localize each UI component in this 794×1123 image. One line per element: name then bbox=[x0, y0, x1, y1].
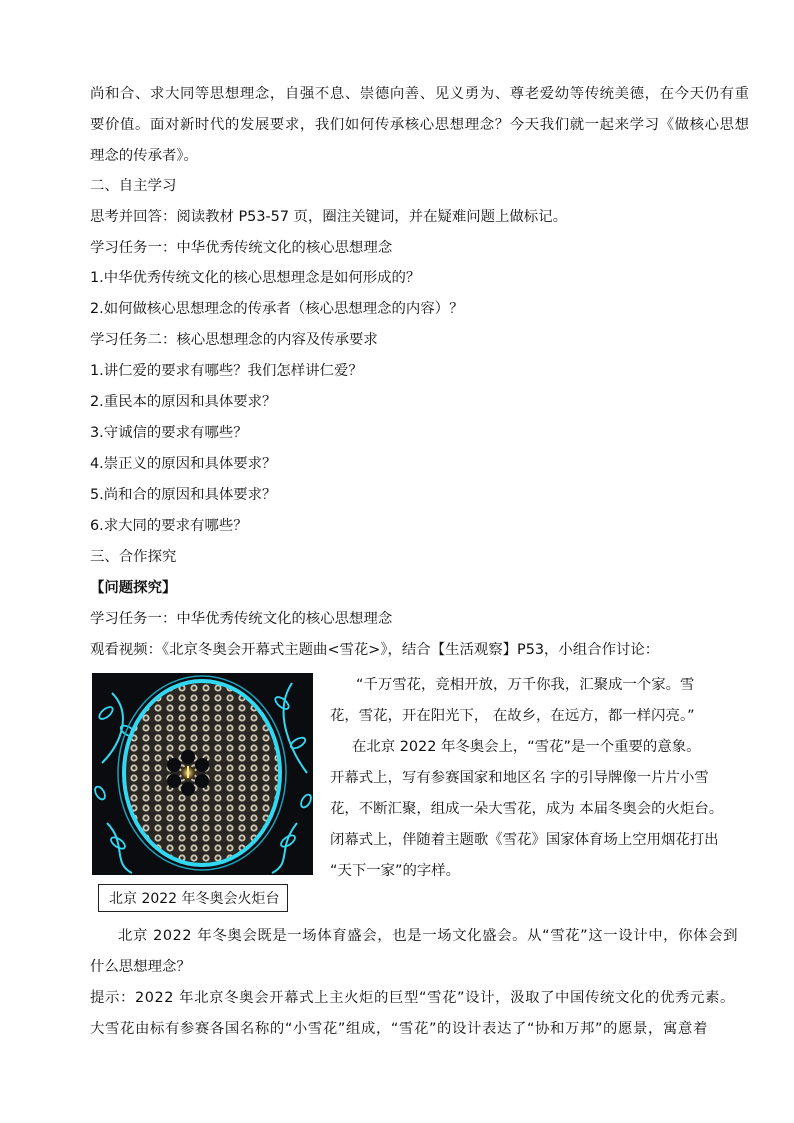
task2-question-5: 5.尚和合的原因和具体要求？ bbox=[90, 487, 277, 503]
olympic-paragraph-line-2: 开幕式上，写有参赛国家和地区名 字的引导牌像一片片小雪 bbox=[330, 770, 709, 786]
intro-line-3: 理念的传承者》。 bbox=[90, 148, 198, 164]
task2-question-1: 1.讲仁爱的要求有哪些？我们怎样讲仁爱？ bbox=[90, 363, 363, 379]
section-heading-coop: 三、合作探究 bbox=[90, 549, 177, 565]
intro-line-1: 尚和合、求大同等思想理念，自强不息、崇德向善、见义勇为、尊老爱幼等传统美德，在今天仍有重 bbox=[90, 86, 750, 102]
task2-question-4: 4.崇正义的原因和具体要求？ bbox=[90, 456, 277, 472]
olympic-paragraph-line-3: 花，不断汇聚，组成一朵大雪花，成为 本届冬奥会的火炬台。 bbox=[330, 801, 724, 817]
coop-task1-title: 学习任务一：中华优秀传统文化的核心思想理念 bbox=[90, 611, 393, 627]
olympic-paragraph-line-5: “天下一家”的字样。 bbox=[330, 863, 461, 879]
question-line-1: 北京 2022 年冬奥会既是一场体育盛会，也是一场文化盛会。从“雪花”这一设计中，你体会到 bbox=[118, 928, 739, 944]
task2-question-2: 2.重民本的原因和具体要求？ bbox=[90, 394, 277, 410]
hint-line-2: 大雪花由标有参赛各国名称的“小雪花”组成，“雪花”的设计表达了“协和万邦”的愿景，寓意着 bbox=[90, 1021, 708, 1037]
video-instruction: 观看视频：《北京冬奥会开幕式主题曲<雪花>》，结合【生活观察】P53，小组合作讨论： bbox=[90, 642, 660, 658]
question-line-2: 什么思想理念？ bbox=[90, 959, 191, 975]
olympic-paragraph-line-1: 在北京 2022 年冬奥会上，“雪花”是一个重要的意象。 bbox=[352, 739, 701, 755]
task1-title: 学习任务一：中华优秀传统文化的核心思想理念 bbox=[90, 240, 393, 256]
olympic-paragraph-line-4: 闭幕式上，伴随着主题歌《雪花》国家体育场上空用烟花打出 bbox=[330, 832, 719, 848]
problem-inquiry-heading: 【问题探究】 bbox=[90, 580, 177, 596]
torch-photo bbox=[92, 673, 313, 875]
section-heading-self-study: 二、自主学习 bbox=[90, 178, 177, 194]
photo-caption: 北京 2022 年冬奥会火炬台 bbox=[98, 884, 288, 912]
self-study-instruction: 思考并回答：阅读教材 P53-57 页，圈注关键词，并在疑难问题上做标记。 bbox=[90, 209, 567, 225]
song-quote-line-2: 花，雪花，开在阳光下， 在故乡，在远方，都一样闪亮。” bbox=[330, 708, 695, 724]
hint-line-1: 提示：2022 年北京冬奥会开幕式上主火炬的巨型“雪花”设计，汲取了中国传统文化的优秀元素。 bbox=[90, 990, 735, 1006]
task2-question-6: 6.求大同的要求有哪些？ bbox=[90, 518, 248, 534]
snowflake-torch-image bbox=[92, 673, 313, 875]
task2-title: 学习任务二：核心思想理念的内容及传承要求 bbox=[90, 332, 378, 348]
song-quote-line-1: “千万雪花，竞相开放，万千你我，汇聚成一个家。雪 bbox=[356, 677, 695, 693]
task1-question-2: 2.如何做核心思想理念的传承者（核心思想理念的内容）？ bbox=[90, 301, 464, 317]
task1-question-1: 1.中华优秀传统文化的核心思想理念是如何形成的？ bbox=[90, 270, 421, 286]
intro-line-2: 要价值。面对新时代的发展要求，我们如何传承核心思想理念？今天我们就一起来学习《做核心思想 bbox=[90, 117, 750, 133]
task2-question-3: 3.守诚信的要求有哪些？ bbox=[90, 425, 248, 441]
